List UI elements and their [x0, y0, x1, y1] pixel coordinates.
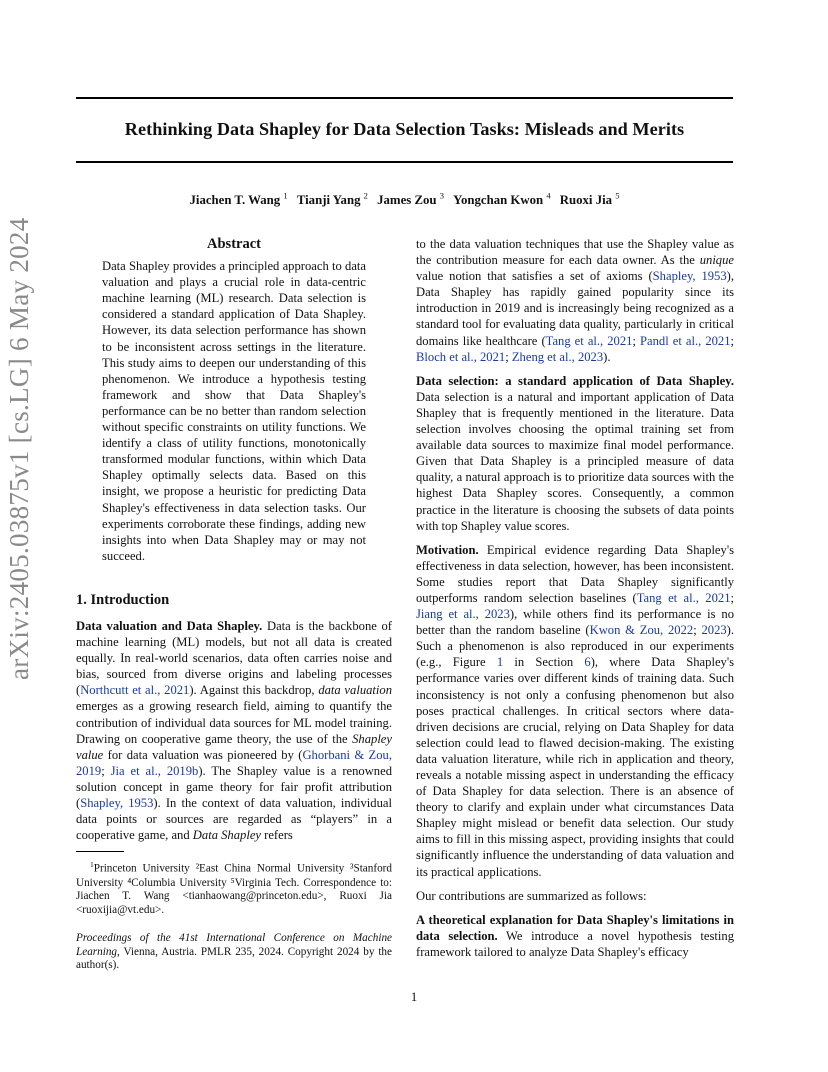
- footnote-divider: [76, 851, 124, 852]
- author: Ruoxi Jia $^5$: [559, 191, 620, 208]
- section-reference-link[interactable]: 6: [584, 655, 591, 670]
- citation-link[interactable]: Northcutt et al., 2021: [80, 683, 190, 698]
- paragraph-runin-heading: Motivation.: [416, 542, 479, 557]
- citation-link[interactable]: Jia et al., 2019b: [110, 763, 199, 778]
- author: Yongchan Kwon $^4$: [453, 191, 551, 208]
- intro-paragraph: Data valuation and Data Shapley. Data is the backbone of machine learning (ML) models, but not all data is created equally. In real-world scenarios, data often carries noise and bias, sourced from diverse origins and labeling processes (Northcutt et al., 2021). Against this backdrop, data valuation emerges as a growing research field, aiming to quantify the contribution of individual data sources for ML model training. Drawing on cooperative game theory, the use of the Shapley value for data valuation was pioneered by (Ghorbani & Zou, 2019; Jia et al., 2019b). The Shapley value is a renowned solution concept in game theory for fair profit attribution (Shapley, 1953). In the context of data valuation, individual data points or sources are regarded as “players” in a cooperative game, and Data Shapley refers: [76, 618, 393, 843]
- title-rule-bottom: [76, 161, 733, 163]
- affiliations-footnote: $^1$Princeton University ²East China Normal University ³Stanford University ⁴Columbia University ⁵Virginia Tech. Correspondence to: Jiachen T. Wang <tianhaowang@princeton.edu>, Ruoxi Jia <ruoxijia@vt.edu>.: [76, 860, 392, 917]
- author: Jiachen T. Wang $^1$: [189, 191, 288, 208]
- author-list: [76, 191, 733, 208]
- citation-link[interactable]: Pandl et al., 2021: [640, 333, 731, 348]
- citation-link[interactable]: Tang et al., 2021: [636, 590, 731, 605]
- citation-link[interactable]: 2023: [701, 623, 727, 638]
- body-paragraph: to the data valuation techniques that use the Shapley value as the contribution measure for each data owner. As the unique value notion that satisfies a set of axioms (Shapley, 1953), Data Shapley has rapidly gained popularity since its introduction in 2019 and is increasingly being recognized as a standard tool for evaluating data quality, particularly in critical domains like healthcare (Tang et al., 2021; Pandl et al., 2021; Bloch et al., 2021; Zheng et al., 2023).: [416, 237, 735, 364]
- citation-link[interactable]: Ghorbani & Zou, 2019: [76, 747, 392, 778]
- citation-link[interactable]: Kwon & Zou, 2022: [589, 623, 694, 638]
- paper-title: Rethinking Data Shapley for Data Selection Tasks: Misleads and Merits: [124, 119, 685, 139]
- author: Tianji Yang $^2$: [296, 191, 368, 208]
- abstract-body: Data Shapley provides a principled approach to data valuation and plays a crucial role in data-centric machine learning (ML) research. Data selection is considered a standard application of Data Shapley. However, its data selection performance has shown to be inconsistent across settings in the literature. This study aims to deepen our understanding of this phenomenon. We introduce a hypothesis testing framework and show that Data Shapley's performance can be no better than random selection without specific constraints on utility functions. We identify a class of utility functions, monotonically transformed modular functions, within which Data Shapley optimally selects data. Based on this insight, we propose a heuristic for predicting Data Shapley's effectiveness in data selection tasks. Our experiments corroborate these findings, adding new insights into when Data Shapley may or may not succeed.: [102, 259, 366, 563]
- abstract-heading: Abstract: [207, 236, 261, 252]
- proceedings-note: Proceedings of the 41st International Conference on Machine Learning, Vienna, Austria. PMLR 235, 2024. Copyright 2024 by the author(s).: [76, 931, 392, 972]
- title-rule-top: [76, 97, 733, 99]
- body-paragraph: Data selection: a standard application of Data Shapley. Data selection is a natural and important application of Data Shapley that is frequently mentioned in the literature. Data selection involves choosing the optimal training set from available data sources to maximize final model performance. Given that Data Shapley is a principled measure of data quality, a natural approach is to prioritize data sources with the highest Data Shapley scores. Consequently, a common practice in the literature is choosing the subsets of data points with top Shapley value scores.: [416, 373, 734, 533]
- citation-link[interactable]: Bloch et al., 2021: [416, 349, 506, 364]
- paragraph-runin-heading: Data valuation and Data Shapley.: [76, 618, 263, 633]
- page-number: 1: [410, 990, 418, 1004]
- paragraph-runin-heading: A theoretical explanation for Data Shapley's limitations in data selection.: [416, 912, 734, 943]
- right-column: [416, 236, 734, 968]
- citation-link[interactable]: Jiang et al., 2023: [416, 607, 510, 622]
- section-heading-introduction: 1. Introduction: [76, 591, 170, 608]
- body-paragraph: Our contributions are summarized as follows:: [416, 888, 647, 903]
- paragraph-runin-heading: Data selection: a standard application of Data Shapley.: [416, 373, 734, 388]
- citation-link[interactable]: Shapley, 1953: [80, 796, 154, 810]
- left-column: [76, 236, 392, 973]
- arxiv-identifier-stamp: arXiv:2405.03875v1 [cs.LG] 6 May 2024: [4, 217, 34, 680]
- citation-link[interactable]: Zheng et al., 2023: [511, 349, 604, 364]
- author: James Zou $^3$: [377, 191, 444, 208]
- figure-reference-link[interactable]: 1: [496, 655, 504, 670]
- body-paragraph: A theoretical explanation for Data Shapley's limitations in data selection. We introduce a novel hypothesis testing framework tailored to analyze Data Shapley's efficacy: [416, 912, 734, 959]
- citation-link[interactable]: Shapley, 1953: [652, 269, 727, 284]
- citation-link[interactable]: Tang et al., 2021: [545, 333, 633, 348]
- body-paragraph: Motivation. Empirical evidence regarding Data Shapley's effectiveness in data selection, however, has been inconsistent. Some studies report that Data Shapley significantly outperforms random selection baselines (Tang et al., 2021; Jiang et al., 2023), while others find its performance is no better than the random baseline (Kwon & Zou, 2022; 2023). Such a phenomenon is also reproduced in our experiments (e.g., Figure 1 in Section 6), where Data Shapley's performance varies over different kinds of training data. Such inconsistency is not only a confusing phenomenon but also poses practical challenges. In critical sectors where data-driven decisions are crucial, relying on Data Shapley for data selection could lead to flawed decision-making. The existing data valuation literature, while rich in application and theory, reveals a notable missing aspect in understanding the efficacy of Data Shapley for data selection. There is an absence of theory to clarify and explain under what circumstances Data Shapley might mislead or benefit data selection. Our study aims to fill in this missing aspect, providing insights that could significantly influence the understanding of data valuation and its practical applications.: [416, 542, 735, 879]
